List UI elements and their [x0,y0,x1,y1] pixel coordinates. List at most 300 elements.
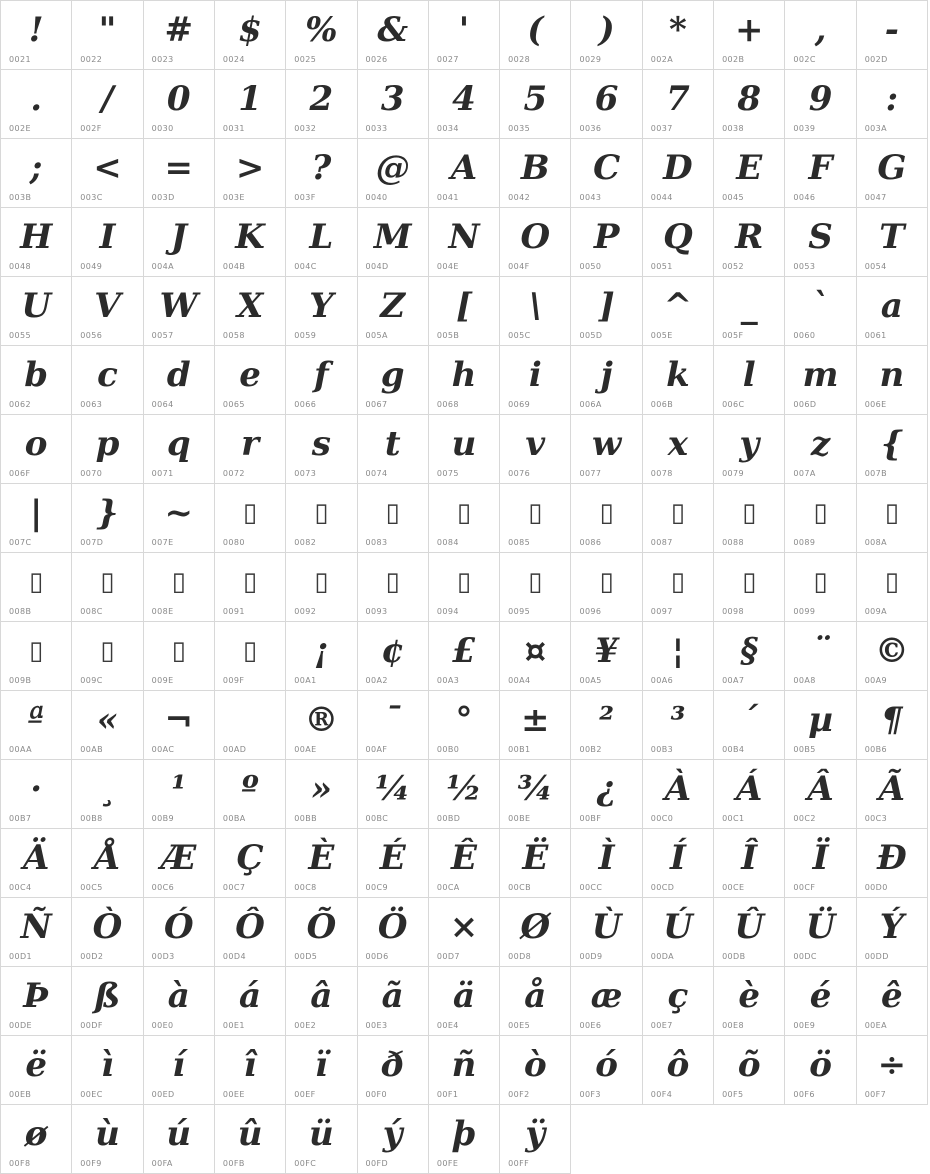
glyph-cell[interactable] [1,1,72,70]
glyph-cell[interactable] [286,139,357,208]
glyph-preview: ] [598,286,615,326]
glyph-preview: % [305,10,338,50]
glyph-cell[interactable] [1,760,72,829]
glyph-cell[interactable] [286,622,357,691]
glyph-cell[interactable] [286,898,357,967]
glyph-cell[interactable] [714,967,785,1036]
glyph-cell[interactable] [1,139,72,208]
glyph-codepoint: 00E8 [722,1021,744,1030]
glyph-codepoint: 004F [508,262,530,271]
glyph-codepoint: 0064 [151,400,174,409]
glyph-codepoint: 008A [864,538,888,547]
glyph-cell[interactable] [643,346,714,415]
glyph-cell[interactable] [72,1036,143,1105]
glyph-cell[interactable] [643,553,714,622]
glyph-cell[interactable] [857,415,928,484]
glyph-cell[interactable] [286,277,357,346]
glyph-cell[interactable] [286,553,357,622]
glyph-codepoint: 0029 [579,55,602,64]
glyph-cell[interactable] [286,70,357,139]
glyph-cell[interactable] [358,967,429,1036]
glyph-preview: µ [808,700,833,740]
glyph-cell[interactable] [286,1036,357,1105]
glyph-preview: ß [94,976,121,1016]
glyph-cell[interactable] [358,277,429,346]
glyph-cell[interactable] [643,70,714,139]
glyph-cell[interactable] [714,1036,785,1105]
glyph-cell[interactable] [643,208,714,277]
glyph-preview: ▯ [171,567,186,597]
glyph-cell[interactable] [785,622,856,691]
glyph-cell[interactable] [1,622,72,691]
glyph-cell[interactable] [571,484,642,553]
glyph-cell[interactable] [643,967,714,1036]
glyph-cell[interactable] [215,208,286,277]
glyph-cell[interactable] [144,415,215,484]
glyph-cell[interactable] [714,484,785,553]
glyph-cell[interactable] [571,553,642,622]
glyph-cell[interactable] [215,1036,286,1105]
glyph-cell[interactable] [1,1105,72,1174]
glyph-cell[interactable] [286,1105,357,1174]
glyph-preview: þ [452,1114,476,1154]
glyph-cell[interactable] [286,346,357,415]
glyph-cell[interactable] [72,1105,143,1174]
glyph-cell[interactable] [571,760,642,829]
glyph-cell[interactable] [857,139,928,208]
glyph-preview: G [877,148,907,188]
glyph-cell[interactable] [144,829,215,898]
glyph-cell[interactable] [571,1036,642,1105]
glyph-codepoint: 0078 [650,469,673,478]
glyph-cell[interactable] [1,208,72,277]
glyph-cell[interactable] [571,898,642,967]
glyph-cell[interactable] [72,208,143,277]
glyph-cell[interactable] [358,622,429,691]
glyph-cell[interactable] [643,415,714,484]
glyph-cell[interactable] [72,898,143,967]
glyph-codepoint: 00BC [365,814,389,823]
glyph-cell[interactable] [215,829,286,898]
glyph-cell[interactable] [785,553,856,622]
glyph-codepoint: 0024 [222,55,245,64]
glyph-cell[interactable] [215,139,286,208]
glyph-cell[interactable] [1,415,72,484]
glyph-preview: ▯ [528,567,543,597]
glyph-cell[interactable] [643,1,714,70]
glyph-cell[interactable] [215,898,286,967]
glyph-cell[interactable] [643,691,714,760]
glyph-cell[interactable] [785,967,856,1036]
glyph-cell[interactable] [643,484,714,553]
glyph-codepoint: 00FC [294,1159,317,1168]
glyph-cell[interactable] [785,898,856,967]
glyph-codepoint: 00DA [650,952,675,961]
glyph-cell[interactable] [215,484,286,553]
glyph-cell[interactable] [358,898,429,967]
glyph-cell[interactable] [1,898,72,967]
glyph-codepoint: 00CF [793,883,816,892]
glyph-codepoint: 004B [222,262,246,271]
glyph-cell[interactable] [571,208,642,277]
glyph-cell[interactable] [358,1,429,70]
glyph-cell[interactable] [286,760,357,829]
glyph-cell[interactable] [144,1105,215,1174]
glyph-codepoint: 009B [9,676,32,685]
glyph-cell[interactable] [215,553,286,622]
glyph-cell[interactable] [857,829,928,898]
glyph-cell[interactable] [358,691,429,760]
glyph-preview: ù [95,1114,120,1154]
glyph-cell[interactable] [72,1,143,70]
glyph-cell[interactable] [500,346,571,415]
glyph-cell[interactable] [714,1,785,70]
glyph-cell[interactable] [571,346,642,415]
glyph-cell[interactable] [429,829,500,898]
glyph-cell[interactable] [500,760,571,829]
glyph-cell[interactable] [429,1036,500,1105]
glyph-cell[interactable] [215,967,286,1036]
glyph-preview: ▯ [670,498,686,528]
glyph-preview: ¹ [171,769,187,809]
glyph-cell[interactable] [72,484,143,553]
glyph-cell[interactable] [500,622,571,691]
glyph-preview: á [239,976,262,1016]
glyph-cell[interactable] [144,553,215,622]
glyph-cell[interactable] [215,415,286,484]
glyph-cell[interactable] [785,415,856,484]
glyph-cell[interactable] [1,691,72,760]
glyph-cell[interactable] [144,484,215,553]
glyph-cell[interactable] [714,760,785,829]
glyph-preview: § [740,631,759,671]
glyph-cell[interactable] [857,277,928,346]
glyph-cell[interactable] [144,70,215,139]
glyph-cell[interactable] [358,829,429,898]
glyph-codepoint: 0036 [579,124,602,133]
glyph-cell[interactable] [429,898,500,967]
glyph-codepoint: 0028 [508,55,531,64]
glyph-codepoint: 00E6 [579,1021,602,1030]
glyph-codepoint: 0046 [793,193,816,202]
glyph-cell[interactable] [429,1105,500,1174]
glyph-cell[interactable] [714,277,785,346]
glyph-cell[interactable] [72,760,143,829]
glyph-preview: ¶ [881,700,903,740]
glyph-cell[interactable] [429,553,500,622]
glyph-cell[interactable] [144,967,215,1036]
glyph-cell[interactable] [215,760,286,829]
glyph-cell[interactable] [429,1,500,70]
glyph-cell[interactable] [785,1,856,70]
glyph-codepoint: 00B9 [151,814,174,823]
glyph-cell[interactable] [643,139,714,208]
glyph-cell[interactable] [714,553,785,622]
glyph-cell[interactable] [1,1036,72,1105]
glyph-preview: L [309,217,334,257]
glyph-cell[interactable] [571,415,642,484]
glyph-cell[interactable] [215,1105,286,1174]
glyph-codepoint: 00FD [365,1159,389,1168]
glyph-preview: s [311,424,331,464]
glyph-codepoint: 0023 [151,55,174,64]
glyph-cell[interactable] [144,1,215,70]
glyph-cell[interactable] [72,415,143,484]
glyph-cell[interactable] [358,139,429,208]
glyph-cell[interactable] [571,829,642,898]
glyph-codepoint: 00ED [151,1090,175,1099]
glyph-preview: ▯ [28,567,44,597]
glyph-cell[interactable] [429,691,500,760]
glyph-codepoint: 006D [793,400,817,409]
glyph-cell[interactable] [857,1,928,70]
glyph-codepoint: 0074 [365,469,388,478]
glyph-cell[interactable] [785,346,856,415]
glyph-cell[interactable] [286,1,357,70]
glyph-cell[interactable] [500,277,571,346]
glyph-preview: ³ [670,700,686,740]
glyph-cell[interactable] [286,415,357,484]
glyph-cell[interactable] [500,829,571,898]
glyph-cell[interactable] [785,691,856,760]
glyph-codepoint: 00E5 [508,1021,531,1030]
glyph-cell[interactable] [72,139,143,208]
glyph-codepoint: 0049 [80,262,103,271]
glyph-cell[interactable] [358,484,429,553]
glyph-cell[interactable] [500,139,571,208]
glyph-cell[interactable] [500,1105,571,1174]
glyph-cell[interactable] [500,691,571,760]
glyph-codepoint: 00B3 [650,745,674,754]
glyph-codepoint: 0084 [436,538,459,547]
glyph-cell[interactable] [571,139,642,208]
glyph-cell[interactable] [429,967,500,1036]
glyph-cell[interactable] [72,691,143,760]
glyph-cell[interactable] [1,967,72,1036]
glyph-codepoint: 006A [579,400,602,409]
glyph-cell[interactable] [144,691,215,760]
glyph-codepoint: 0033 [365,124,388,133]
glyph-cell[interactable] [500,70,571,139]
glyph-cell[interactable] [857,346,928,415]
glyph-cell[interactable] [1,277,72,346]
glyph-cell[interactable] [857,898,928,967]
glyph-codepoint: 002A [650,55,674,64]
glyph-cell[interactable] [72,346,143,415]
glyph-preview: g [380,355,405,395]
glyph-cell[interactable] [500,484,571,553]
glyph-cell[interactable] [215,70,286,139]
glyph-cell[interactable] [500,1,571,70]
glyph-codepoint: 00F5 [722,1090,744,1099]
glyph-cell[interactable] [785,139,856,208]
glyph-cell[interactable] [286,208,357,277]
glyph-codepoint: 005C [508,331,531,340]
glyph-cell[interactable] [72,967,143,1036]
glyph-cell[interactable] [429,277,500,346]
glyph-cell[interactable] [500,898,571,967]
glyph-cell[interactable] [215,622,286,691]
glyph-cell[interactable] [215,691,286,760]
glyph-codepoint: 00B0 [436,745,460,754]
glyph-cell[interactable] [714,829,785,898]
glyph-cell[interactable] [286,691,357,760]
glyph-cell[interactable] [1,346,72,415]
glyph-cell[interactable] [857,967,928,1036]
glyph-cell[interactable] [358,760,429,829]
glyph-cell[interactable] [643,1036,714,1105]
glyph-cell[interactable] [500,967,571,1036]
glyph-cell[interactable] [286,484,357,553]
glyph-cell[interactable] [215,1,286,70]
glyph-cell[interactable] [714,208,785,277]
glyph-cell[interactable] [857,760,928,829]
glyph-cell[interactable] [144,1036,215,1105]
glyph-cell[interactable] [429,415,500,484]
glyph-cell[interactable] [714,622,785,691]
glyph-cell[interactable] [571,277,642,346]
glyph-cell[interactable] [1,553,72,622]
glyph-cell[interactable] [144,139,215,208]
glyph-cell[interactable] [785,1036,856,1105]
glyph-codepoint: 00EE [222,1090,245,1099]
glyph-cell[interactable] [857,1036,928,1105]
glyph-cell[interactable] [785,484,856,553]
glyph-codepoint: 0057 [151,331,174,340]
glyph-cell[interactable] [286,967,357,1036]
glyph-cell[interactable] [571,70,642,139]
glyph-cell[interactable] [358,553,429,622]
glyph-preview: Ü [805,907,836,947]
glyph-cell[interactable] [144,898,215,967]
glyph-preview: Ì [598,838,615,878]
glyph-cell[interactable] [857,622,928,691]
glyph-preview: _ [740,286,758,326]
glyph-cell[interactable] [144,622,215,691]
glyph-cell[interactable] [429,346,500,415]
glyph-preview: 1 [238,79,262,119]
glyph-cell[interactable] [429,70,500,139]
glyph-cell[interactable] [643,898,714,967]
glyph-cell[interactable] [857,484,928,553]
glyph-cell[interactable] [358,1036,429,1105]
glyph-cell[interactable] [857,553,928,622]
glyph-cell[interactable] [571,1,642,70]
glyph-cell[interactable] [785,70,856,139]
glyph-codepoint: 009F [222,676,245,685]
glyph-codepoint: 00D0 [864,883,888,892]
glyph-cell[interactable] [358,1105,429,1174]
glyph-cell[interactable] [144,760,215,829]
glyph-codepoint: 00D5 [294,952,318,961]
glyph-preview: E [736,148,763,188]
glyph-cell[interactable] [857,691,928,760]
glyph-preview: ▯ [28,636,44,666]
glyph-cell[interactable] [72,829,143,898]
glyph-codepoint: 00DE [9,1021,32,1030]
glyph-cell[interactable] [571,691,642,760]
glyph-cell[interactable] [1,70,72,139]
glyph-preview: . [30,79,43,119]
glyph-cell[interactable] [500,208,571,277]
glyph-cell[interactable] [1,829,72,898]
glyph-cell[interactable] [358,208,429,277]
glyph-cell[interactable] [714,346,785,415]
glyph-cell[interactable] [429,208,500,277]
glyph-preview: r [241,424,260,464]
glyph-cell[interactable] [72,622,143,691]
glyph-cell[interactable] [643,277,714,346]
glyph-cell[interactable] [215,346,286,415]
glyph-cell[interactable] [785,829,856,898]
glyph-cell[interactable] [643,622,714,691]
glyph-preview: d [166,355,191,395]
glyph-cell[interactable] [72,70,143,139]
glyph-cell[interactable] [857,208,928,277]
glyph-cell[interactable] [358,70,429,139]
glyph-codepoint: 00B2 [579,745,602,754]
glyph-cell[interactable] [571,967,642,1036]
glyph-codepoint: 004E [436,262,459,271]
glyph-codepoint: 0096 [579,607,602,616]
glyph-preview: f [314,355,329,395]
glyph-cell[interactable] [785,208,856,277]
glyph-cell[interactable] [714,70,785,139]
glyph-cell[interactable] [429,139,500,208]
glyph-codepoint: 00BD [436,814,461,823]
glyph-cell[interactable] [1,484,72,553]
glyph-cell[interactable] [643,760,714,829]
glyph-cell[interactable] [144,346,215,415]
glyph-cell[interactable] [785,760,856,829]
glyph-codepoint: 00BF [579,814,602,823]
glyph-cell[interactable] [500,1036,571,1105]
glyph-preview: Ú [663,907,693,947]
glyph-cell[interactable] [857,70,928,139]
glyph-preview: ¼ [374,769,411,809]
glyph-cell[interactable] [714,898,785,967]
glyph-cell[interactable] [500,415,571,484]
glyph-cell[interactable] [429,484,500,553]
glyph-cell[interactable] [785,277,856,346]
glyph-preview: X [236,286,264,326]
glyph-cell[interactable] [714,691,785,760]
glyph-cell[interactable] [714,415,785,484]
glyph-codepoint: 00AC [151,745,175,754]
glyph-cell[interactable] [144,208,215,277]
glyph-cell[interactable] [500,553,571,622]
glyph-preview: Õ [306,907,337,947]
glyph-codepoint: 00C1 [722,814,745,823]
glyph-codepoint: 00AA [9,745,32,754]
glyph-cell[interactable] [643,829,714,898]
glyph-cell[interactable] [358,346,429,415]
glyph-preview: n [879,355,905,395]
glyph-cell[interactable] [429,622,500,691]
glyph-cell[interactable] [286,829,357,898]
glyph-cell[interactable] [144,277,215,346]
glyph-codepoint: 0039 [793,124,816,133]
glyph-cell[interactable] [429,760,500,829]
glyph-cell[interactable] [358,415,429,484]
glyph-cell[interactable] [72,277,143,346]
glyph-codepoint: 00FB [222,1159,245,1168]
glyph-cell[interactable] [714,139,785,208]
glyph-codepoint: 0056 [80,331,103,340]
glyph-cell[interactable] [215,277,286,346]
glyph-cell[interactable] [72,553,143,622]
glyph-cell[interactable] [571,622,642,691]
